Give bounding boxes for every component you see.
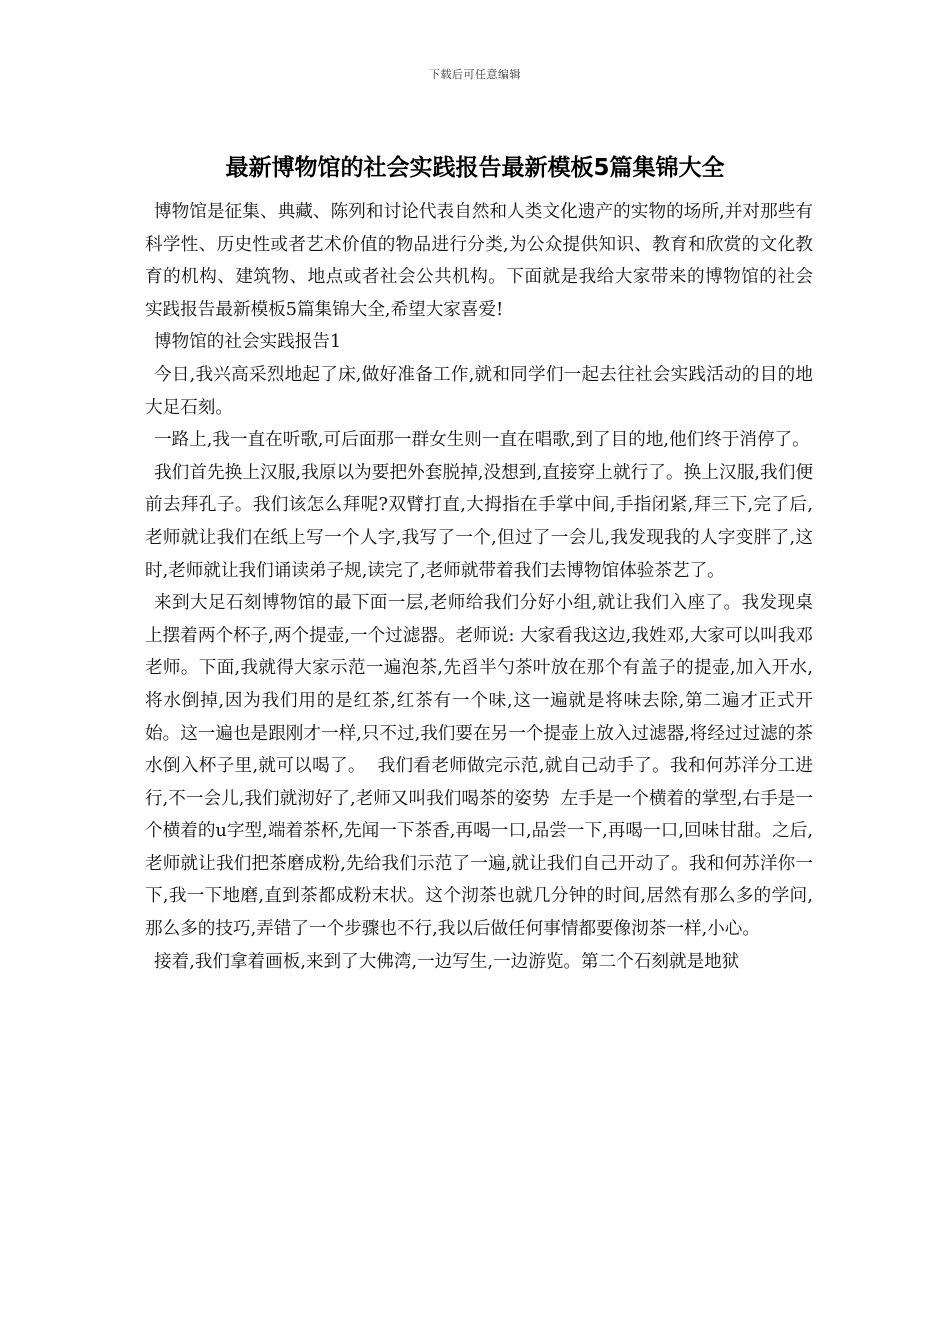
body-paragraph: 我们首先换上汉服,我原以为要把外套脱掉,没想到,直接穿上就行了。换上汉服,我们便前去拜孔子。我们该怎么拜呢?双臂打直,大拇指在手掌中间,手指闭紧,拜三下,完了后,老师就让我们在纸上写一个人字,我写了一个,但过了一会儿,我发现我的人字变胖了,这时,老师就让我们诵读弟子规,读完了,老师就带着我们去博物馆体验茶艺了。: [145, 462, 813, 581]
intro-paragraph: 博物馆是征集、典藏、陈列和讨论代表自然和人类文化遗产的实物的场所,并对那些有科学性、历史性或者艺术价值的物品进行分类,为公众提供知识、教育和欣赏的文化教育的机构、建筑物、地点或者社会公共机构。下面就是我给大家带来的博物馆的社会实践报告最新模板5篇集锦大全,希望大家喜爱!: [145, 202, 813, 320]
section-heading: 博物馆的社会实践报告1: [154, 332, 342, 353]
document-title: 最新博物馆的社会实践报告最新模板5篇集锦大全: [225, 155, 725, 181]
body-paragraph: 接着,我们拿着画板,来到了大佛湾,一边写生,一边游览。第二个石刻就是地狱: [154, 951, 740, 972]
body-paragraph: 一路上,我一直在听歌,可后面那一群女生则一直在唱歌,到了目的地,他们终于消停了。: [154, 430, 810, 451]
page-header-note: 下载后可任意编辑: [429, 68, 521, 81]
document-body: [145, 196, 819, 978]
body-paragraph: 今日,我兴高采烈地起了床,做好准备工作,就和同学们一起去往社会实践活动的目的地 大足石刻。: [145, 364, 819, 418]
body-paragraph: 来到大足石刻博物馆的最下面一层,老师给我们分好小组,就让我们入座了。我发现桌上摆着两个杯子,两个提壶,一个过滤器。老师说: 大家看我这边,我姓邓,大家可以叫我邓老师。下面,我就得大家示范一遍泡茶,先舀半勺茶叶放在那个有盖子的提壶,加入开水,将水倒掉,因为我们用的是红茶,红茶有一个味,这一遍就是将味去除,第二遍才正式开始。这一遍也是跟刚才一样,只不过,我们要在另一个提壶上放入过滤器,将经过过滤的茶水倒入杯子里,就可以喝了。 我们看老师做完示范,就自己动手了。我和何苏洋分工进行,不一会儿,我们就沏好了,老师又叫我们喝茶的姿势 左手是一个横着的掌型,右手是一个横着的u字型,端着茶杯,先闻一下茶香,再喝一口,品尝一下,再喝一口,回味甘甜。之后,老师就让我们把茶磨成粉,先给我们示范了一遍,就让我们自己开动了。我和何苏洋你一下,我一下地磨,直到茶都成粉末状。这个沏茶也就几分钟的时间,居然有那么多的学问,那么多的技巧,弄错了一个步骤也不行,我以后做任何事情都要像沏茶一样,小心。: [145, 593, 813, 940]
